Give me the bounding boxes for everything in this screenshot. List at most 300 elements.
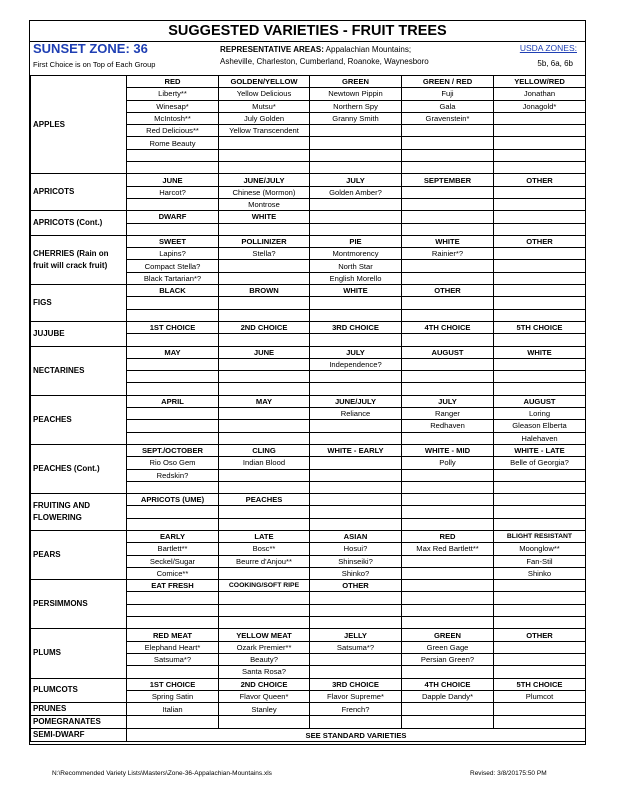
variety-cell: Elephand Heart* bbox=[127, 641, 219, 653]
group-label: APRICOTS (Cont.) bbox=[31, 211, 127, 236]
variety-cell bbox=[127, 408, 219, 420]
variety-cell bbox=[494, 309, 586, 321]
variety-cell bbox=[310, 592, 402, 604]
variety-cell bbox=[310, 309, 402, 321]
variety-cell bbox=[310, 469, 402, 481]
variety-cell bbox=[494, 334, 586, 346]
table-row bbox=[31, 346, 586, 358]
column-heading: YELLOW MEAT bbox=[219, 629, 310, 641]
variety-cell bbox=[402, 149, 494, 161]
column-heading bbox=[310, 211, 402, 223]
variety-cell bbox=[310, 716, 402, 729]
variety-cell bbox=[310, 371, 402, 383]
variety-cell bbox=[310, 457, 402, 469]
variety-cell bbox=[127, 506, 219, 518]
column-heading bbox=[494, 580, 586, 592]
variety-cell bbox=[310, 506, 402, 518]
variety-cell bbox=[219, 383, 310, 395]
variety-cell bbox=[219, 716, 310, 729]
variety-cell: Indian Blood bbox=[219, 457, 310, 469]
variety-cell bbox=[402, 162, 494, 174]
variety-cell bbox=[402, 518, 494, 530]
variety-cell bbox=[494, 223, 586, 235]
table-row bbox=[31, 285, 586, 297]
variety-cell bbox=[219, 334, 310, 346]
variety-cell: July Golden bbox=[219, 112, 310, 124]
revised-date: Revised: 3/8/20175:50 PM bbox=[470, 770, 547, 777]
column-heading: OTHER bbox=[402, 285, 494, 297]
variety-cell bbox=[310, 432, 402, 444]
column-heading: MAY bbox=[127, 346, 219, 358]
variety-cell bbox=[402, 371, 494, 383]
variety-cell bbox=[127, 297, 219, 309]
column-heading: JULY bbox=[310, 174, 402, 186]
column-heading: RED bbox=[402, 530, 494, 542]
variety-cell bbox=[494, 617, 586, 629]
table-row bbox=[31, 629, 586, 641]
column-heading: JUNE/JULY bbox=[219, 174, 310, 186]
variety-cell bbox=[310, 666, 402, 678]
column-heading: 4TH CHOICE bbox=[402, 321, 494, 333]
variety-cell bbox=[127, 432, 219, 444]
variety-cell: Comice** bbox=[127, 567, 219, 579]
variety-cell bbox=[127, 223, 219, 235]
column-heading: 5TH CHOICE bbox=[494, 678, 586, 690]
column-heading: DWARF bbox=[127, 211, 219, 223]
column-heading: WHITE bbox=[310, 285, 402, 297]
column-heading: PEACHES bbox=[219, 494, 310, 506]
column-heading bbox=[494, 494, 586, 506]
variety-cell: Green Gage bbox=[402, 641, 494, 653]
page-title: SUGGESTED VARIETIES - FRUIT TREES bbox=[30, 21, 585, 42]
variety-cell: North Star bbox=[310, 260, 402, 272]
table-row bbox=[31, 703, 586, 716]
variety-cell bbox=[310, 334, 402, 346]
variety-cell: Golden Amber? bbox=[310, 186, 402, 198]
variety-cell bbox=[402, 358, 494, 370]
variety-cell bbox=[494, 518, 586, 530]
variety-cell: English Morello bbox=[310, 272, 402, 284]
column-heading: YELLOW/RED bbox=[494, 76, 586, 88]
group-label: APPLES bbox=[31, 76, 127, 174]
variety-cell bbox=[219, 297, 310, 309]
variety-cell: Flavor Queen* bbox=[219, 690, 310, 702]
variety-cell: Shinko? bbox=[310, 567, 402, 579]
variety-cell bbox=[494, 125, 586, 137]
table-row bbox=[31, 716, 586, 729]
semi-dwarf-note: SEE STANDARD VARIETIES bbox=[127, 729, 586, 742]
variety-cell bbox=[127, 716, 219, 729]
usda-zones-values: 5b, 6a, 6b bbox=[537, 59, 573, 68]
column-heading: COOKING/SOFT RIPE bbox=[219, 580, 310, 592]
column-heading: OTHER bbox=[310, 580, 402, 592]
column-heading: MAY bbox=[219, 395, 310, 407]
variety-cell bbox=[127, 358, 219, 370]
variety-cell: Liberty** bbox=[127, 88, 219, 100]
column-heading: 1ST CHOICE bbox=[127, 321, 219, 333]
rep-areas-label: REPRESENTATIVE AREAS: bbox=[220, 45, 324, 54]
column-heading: WHITE - LATE bbox=[494, 444, 586, 456]
variety-cell bbox=[127, 334, 219, 346]
variety-cell bbox=[402, 137, 494, 149]
variety-cell: Rome Beauty bbox=[127, 137, 219, 149]
variety-cell: Stanley bbox=[219, 703, 310, 716]
column-heading: LATE bbox=[219, 530, 310, 542]
column-heading: 4TH CHOICE bbox=[402, 678, 494, 690]
file-path: N:\Recommended Variety Lists\Masters\Zone-36-Appalachian-Mountains.xls bbox=[52, 770, 272, 777]
column-heading: GREEN / RED bbox=[402, 76, 494, 88]
column-heading bbox=[494, 211, 586, 223]
varieties-table bbox=[30, 75, 586, 742]
column-heading: POLLINIZER bbox=[219, 235, 310, 247]
variety-cell: Redhaven bbox=[402, 420, 494, 432]
variety-cell bbox=[494, 604, 586, 616]
variety-cell bbox=[310, 162, 402, 174]
variety-cell bbox=[494, 248, 586, 260]
variety-cell bbox=[402, 383, 494, 395]
variety-cell bbox=[494, 383, 586, 395]
table-row bbox=[31, 235, 586, 247]
variety-cell bbox=[494, 481, 586, 493]
column-heading: JULY bbox=[402, 395, 494, 407]
column-heading: BLACK bbox=[127, 285, 219, 297]
table-row bbox=[31, 678, 586, 690]
column-heading: 1ST CHOICE bbox=[127, 678, 219, 690]
column-heading: RED MEAT bbox=[127, 629, 219, 641]
column-heading: OTHER bbox=[494, 174, 586, 186]
variety-cell: Hosui? bbox=[310, 543, 402, 555]
variety-cell bbox=[310, 481, 402, 493]
variety-cell: Harcot? bbox=[127, 186, 219, 198]
variety-cell: Granny Smith bbox=[310, 112, 402, 124]
variety-cell bbox=[494, 198, 586, 210]
column-heading: EAT FRESH bbox=[127, 580, 219, 592]
column-heading: 2ND CHOICE bbox=[219, 321, 310, 333]
column-heading: APRIL bbox=[127, 395, 219, 407]
variety-cell bbox=[402, 703, 494, 716]
variety-cell bbox=[219, 469, 310, 481]
variety-cell bbox=[127, 481, 219, 493]
variety-cell: Dapple Dandy* bbox=[402, 690, 494, 702]
variety-cell bbox=[494, 592, 586, 604]
column-heading: OTHER bbox=[494, 235, 586, 247]
first-choice-note: First Choice is on Top of Each Group bbox=[33, 60, 156, 69]
variety-cell: Gleason Elberta bbox=[494, 420, 586, 432]
variety-cell bbox=[494, 358, 586, 370]
group-label: JUJUBE bbox=[31, 321, 127, 346]
variety-cell bbox=[127, 604, 219, 616]
variety-cell bbox=[310, 604, 402, 616]
variety-cell: Satsuma*? bbox=[127, 653, 219, 665]
table-row bbox=[31, 530, 586, 542]
variety-cell: Beurre d'Anjou** bbox=[219, 555, 310, 567]
variety-cell bbox=[402, 567, 494, 579]
column-heading: SEPTEMBER bbox=[402, 174, 494, 186]
variety-cell bbox=[494, 297, 586, 309]
variety-cell: Stella? bbox=[219, 248, 310, 260]
table-row bbox=[31, 729, 586, 742]
column-heading: 5TH CHOICE bbox=[494, 321, 586, 333]
variety-cell bbox=[310, 617, 402, 629]
variety-cell: Redskin? bbox=[127, 469, 219, 481]
variety-cell bbox=[127, 666, 219, 678]
variety-cell bbox=[402, 198, 494, 210]
variety-cell bbox=[494, 653, 586, 665]
variety-cell: Winesap* bbox=[127, 100, 219, 112]
table-row bbox=[31, 321, 586, 333]
variety-cell: Polly bbox=[402, 457, 494, 469]
variety-cell: Spring Satin bbox=[127, 690, 219, 702]
column-heading: OTHER bbox=[494, 629, 586, 641]
column-heading: JUNE/JULY bbox=[310, 395, 402, 407]
column-heading bbox=[494, 285, 586, 297]
column-heading: PIE bbox=[310, 235, 402, 247]
variety-cell bbox=[494, 716, 586, 729]
variety-cell bbox=[402, 555, 494, 567]
table-row bbox=[31, 76, 586, 88]
variety-cell: Gravenstein* bbox=[402, 112, 494, 124]
variety-cell bbox=[219, 272, 310, 284]
variety-cell bbox=[219, 223, 310, 235]
variety-cell: Plumcot bbox=[494, 690, 586, 702]
variety-sheet bbox=[29, 20, 586, 745]
variety-cell bbox=[402, 223, 494, 235]
variety-cell bbox=[402, 186, 494, 198]
variety-cell bbox=[402, 469, 494, 481]
variety-cell bbox=[494, 703, 586, 716]
column-heading: SEPT./OCTOBER bbox=[127, 444, 219, 456]
variety-cell bbox=[310, 125, 402, 137]
variety-cell bbox=[127, 518, 219, 530]
variety-cell bbox=[219, 518, 310, 530]
group-label: FRUITING AND FLOWERING bbox=[31, 494, 127, 531]
variety-cell bbox=[494, 506, 586, 518]
table-row bbox=[31, 174, 586, 186]
variety-cell bbox=[310, 653, 402, 665]
group-label: CHERRIES (Rain on fruit will crack fruit) bbox=[31, 235, 127, 284]
group-label: NECTARINES bbox=[31, 346, 127, 395]
representative-areas bbox=[220, 45, 411, 54]
variety-cell bbox=[219, 309, 310, 321]
variety-cell bbox=[402, 604, 494, 616]
variety-cell bbox=[219, 567, 310, 579]
variety-cell bbox=[219, 617, 310, 629]
variety-cell bbox=[310, 518, 402, 530]
variety-cell: Max Red Bartlett** bbox=[402, 543, 494, 555]
column-heading: BLIGHT RESISTANT bbox=[494, 530, 586, 542]
variety-cell: Montmorency bbox=[310, 248, 402, 260]
variety-cell bbox=[127, 371, 219, 383]
column-heading: 2ND CHOICE bbox=[219, 678, 310, 690]
rep-areas-line2: Asheville, Charleston, Cumberland, Roanoke, Waynesboro bbox=[220, 57, 429, 66]
variety-cell bbox=[310, 223, 402, 235]
column-heading: CLING bbox=[219, 444, 310, 456]
variety-cell: Halehaven bbox=[494, 432, 586, 444]
column-heading: AUGUST bbox=[494, 395, 586, 407]
variety-cell bbox=[219, 408, 310, 420]
variety-cell bbox=[310, 420, 402, 432]
table-row bbox=[31, 444, 586, 456]
column-heading: JUNE bbox=[219, 346, 310, 358]
variety-cell bbox=[310, 137, 402, 149]
variety-cell bbox=[494, 371, 586, 383]
variety-cell bbox=[219, 371, 310, 383]
variety-cell: Reliance bbox=[310, 408, 402, 420]
variety-cell: Ozark Premier** bbox=[219, 641, 310, 653]
variety-cell: Persian Green? bbox=[402, 653, 494, 665]
group-label: PEACHES bbox=[31, 395, 127, 444]
variety-cell: Newtown Pippin bbox=[310, 88, 402, 100]
column-heading: BROWN bbox=[219, 285, 310, 297]
variety-cell: McIntosh** bbox=[127, 112, 219, 124]
column-heading: GREEN bbox=[402, 629, 494, 641]
variety-cell bbox=[494, 137, 586, 149]
variety-cell: Jonathan bbox=[494, 88, 586, 100]
column-heading bbox=[310, 494, 402, 506]
group-label: APRICOTS bbox=[31, 174, 127, 211]
column-heading: 3RD CHOICE bbox=[310, 678, 402, 690]
variety-cell: Rio Oso Gem bbox=[127, 457, 219, 469]
variety-cell bbox=[402, 481, 494, 493]
variety-cell bbox=[219, 260, 310, 272]
column-heading: 3RD CHOICE bbox=[310, 321, 402, 333]
variety-cell: French? bbox=[310, 703, 402, 716]
column-heading bbox=[402, 211, 494, 223]
usda-zones-link[interactable]: USDA ZONES: bbox=[519, 43, 577, 53]
column-heading: GREEN bbox=[310, 76, 402, 88]
variety-cell bbox=[402, 260, 494, 272]
variety-cell: Bosc** bbox=[219, 543, 310, 555]
variety-cell bbox=[494, 641, 586, 653]
variety-cell: Ranger bbox=[402, 408, 494, 420]
rep-areas-line1: Appalachian Mountains; bbox=[325, 45, 412, 54]
column-heading: WHITE bbox=[219, 211, 310, 223]
variety-cell: Italian bbox=[127, 703, 219, 716]
variety-cell bbox=[127, 592, 219, 604]
variety-cell: Seckel/Sugar bbox=[127, 555, 219, 567]
variety-cell: Gala bbox=[402, 100, 494, 112]
column-heading: SWEET bbox=[127, 235, 219, 247]
variety-cell: Black Tartarian*? bbox=[127, 272, 219, 284]
column-heading: APRICOTS (UME) bbox=[127, 494, 219, 506]
variety-cell bbox=[127, 420, 219, 432]
column-heading: GOLDEN/YELLOW bbox=[219, 76, 310, 88]
variety-cell bbox=[494, 469, 586, 481]
variety-cell bbox=[219, 604, 310, 616]
variety-cell bbox=[219, 137, 310, 149]
variety-cell: Flavor Supreme* bbox=[310, 690, 402, 702]
variety-cell bbox=[127, 162, 219, 174]
variety-cell bbox=[219, 149, 310, 161]
variety-cell: Fuji bbox=[402, 88, 494, 100]
variety-cell bbox=[310, 149, 402, 161]
group-label: POMEGRANATES bbox=[31, 716, 127, 729]
column-heading: ASIAN bbox=[310, 530, 402, 542]
variety-cell: Chinese (Mormon) bbox=[219, 186, 310, 198]
variety-cell bbox=[127, 617, 219, 629]
variety-cell bbox=[494, 162, 586, 174]
table-row bbox=[31, 494, 586, 506]
column-heading bbox=[402, 494, 494, 506]
variety-cell bbox=[127, 309, 219, 321]
variety-cell bbox=[219, 506, 310, 518]
variety-cell: Belle of Georgia? bbox=[494, 457, 586, 469]
variety-cell bbox=[402, 506, 494, 518]
table-row bbox=[31, 211, 586, 223]
variety-cell: Shinseiki? bbox=[310, 555, 402, 567]
column-heading: RED bbox=[127, 76, 219, 88]
variety-cell bbox=[402, 716, 494, 729]
variety-cell bbox=[494, 272, 586, 284]
group-label: PERSIMMONS bbox=[31, 580, 127, 629]
variety-cell: Red Delicious** bbox=[127, 125, 219, 137]
variety-cell bbox=[402, 617, 494, 629]
variety-cell bbox=[402, 592, 494, 604]
column-heading: WHITE - MID bbox=[402, 444, 494, 456]
column-heading: EARLY bbox=[127, 530, 219, 542]
variety-cell: Fan-Stil bbox=[494, 555, 586, 567]
variety-cell: Mutsu* bbox=[219, 100, 310, 112]
variety-cell bbox=[219, 358, 310, 370]
variety-cell: Santa Rosa? bbox=[219, 666, 310, 678]
variety-cell bbox=[402, 666, 494, 678]
variety-cell bbox=[494, 149, 586, 161]
column-heading: AUGUST bbox=[402, 346, 494, 358]
variety-cell: Jonagold* bbox=[494, 100, 586, 112]
variety-cell bbox=[310, 383, 402, 395]
variety-cell: Loring bbox=[494, 408, 586, 420]
variety-cell bbox=[219, 592, 310, 604]
group-label: PLUMS bbox=[31, 629, 127, 678]
group-label: PRUNES bbox=[31, 703, 127, 716]
variety-cell bbox=[402, 297, 494, 309]
variety-cell bbox=[402, 309, 494, 321]
variety-cell bbox=[310, 297, 402, 309]
variety-cell bbox=[127, 383, 219, 395]
variety-cell bbox=[402, 125, 494, 137]
variety-cell: Northern Spy bbox=[310, 100, 402, 112]
column-heading: WHITE - EARLY bbox=[310, 444, 402, 456]
variety-cell: Beauty? bbox=[219, 653, 310, 665]
variety-cell: Lapins? bbox=[127, 248, 219, 260]
variety-cell bbox=[402, 334, 494, 346]
variety-cell bbox=[219, 162, 310, 174]
variety-cell: Bartlett** bbox=[127, 543, 219, 555]
variety-cell: Independence? bbox=[310, 358, 402, 370]
variety-cell bbox=[127, 198, 219, 210]
column-heading bbox=[402, 580, 494, 592]
column-heading: WHITE bbox=[494, 346, 586, 358]
variety-cell bbox=[219, 420, 310, 432]
table-row bbox=[31, 580, 586, 592]
table-row bbox=[31, 395, 586, 407]
column-heading: WHITE bbox=[402, 235, 494, 247]
group-label: PEACHES (Cont.) bbox=[31, 444, 127, 493]
variety-cell: Yellow Transcendent bbox=[219, 125, 310, 137]
variety-cell: Moonglow** bbox=[494, 543, 586, 555]
variety-cell bbox=[219, 481, 310, 493]
group-label: PEARS bbox=[31, 530, 127, 579]
group-label: FIGS bbox=[31, 285, 127, 322]
variety-cell bbox=[402, 272, 494, 284]
variety-cell bbox=[494, 260, 586, 272]
group-label: SEMI-DWARF bbox=[31, 729, 127, 742]
variety-cell bbox=[402, 432, 494, 444]
variety-cell bbox=[310, 198, 402, 210]
variety-cell: Compact Stella? bbox=[127, 260, 219, 272]
variety-cell: Satsuma*? bbox=[310, 641, 402, 653]
column-heading: JULY bbox=[310, 346, 402, 358]
